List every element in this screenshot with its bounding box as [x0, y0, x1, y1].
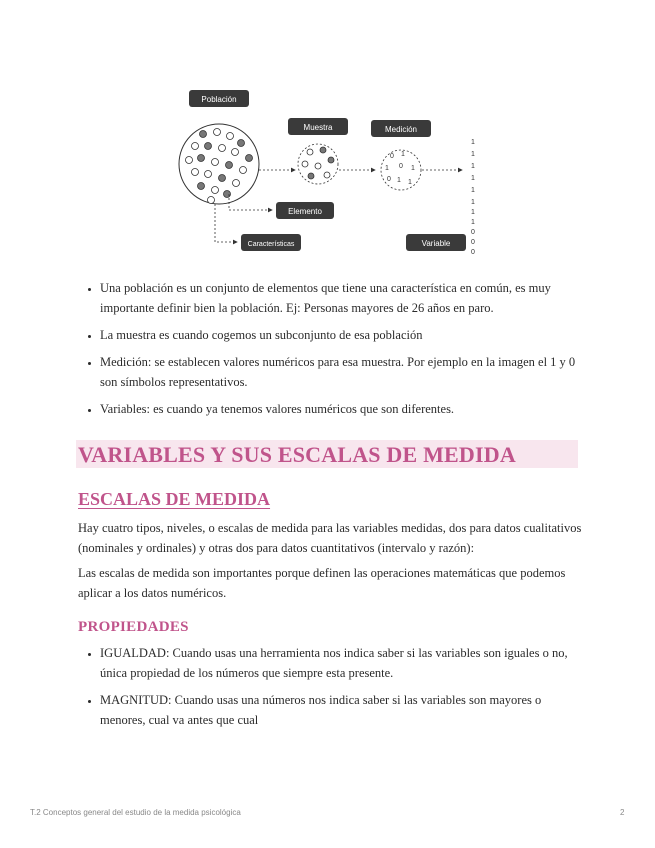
svg-text:0: 0 — [471, 239, 475, 246]
svg-text:1: 1 — [471, 151, 475, 158]
svg-text:1: 1 — [471, 219, 475, 226]
section-title: VARIABLES Y SUS ESCALAS DE MEDIDA — [78, 442, 516, 467]
svg-text:1: 1 — [397, 177, 401, 184]
list-item: • IGUALDAD: Cuando usas una herramienta nos indica saber si las variables son iguales o no, única propiedad de los números que siempre esta presente. — [100, 643, 580, 683]
properties-title: PROPIEDADES — [78, 619, 189, 635]
population-sample-diagram — [175, 86, 480, 258]
label-elemento: Elemento — [288, 207, 322, 216]
svg-text:1: 1 — [471, 175, 475, 182]
list-item: • MAGNITUD: Cuando usas una números nos indica saber si las variables son mayores o menores, cual va antes que cual — [100, 690, 580, 730]
footer-document-title: T.2 Conceptos general del estudio de la medida psicológica — [30, 808, 241, 817]
list-item: • La muestra es cuando cogemos un subconjunto de esa población — [100, 325, 580, 345]
svg-text:0: 0 — [387, 176, 391, 183]
svg-text:0: 0 — [390, 153, 394, 160]
label-muestra: Muestra — [303, 123, 333, 132]
properties-list — [78, 643, 580, 737]
svg-text:0: 0 — [471, 229, 475, 236]
label-variable: Variable — [421, 239, 451, 248]
list-item: • Una población es un conjunto de elementos que tiene una característica en común, es muy importante definir bien la población. Ej: Personas mayores de 26 años en paro. — [100, 278, 580, 318]
svg-text:1: 1 — [411, 165, 415, 172]
sample-elements — [302, 147, 334, 179]
measurement-values — [385, 151, 415, 186]
intro-list — [78, 278, 580, 426]
svg-text:1: 1 — [471, 199, 475, 206]
svg-text:0: 0 — [471, 249, 475, 256]
variable-values-column — [471, 139, 475, 256]
svg-text:1: 1 — [471, 163, 475, 170]
svg-text:1: 1 — [385, 165, 389, 172]
paragraph: Las escalas de medida son importantes porque definen las operaciones matemáticas que podemos aplicar a los datos numéricos. — [78, 566, 566, 600]
paragraph: Hay cuatro tipos, niveles, o escalas de medida para las variables medidas, dos para datos cualitativos (nominales y ordinales) y otras dos para datos cuantitativos (intervalo y razón): — [78, 521, 582, 555]
label-poblacion: Población — [201, 95, 237, 104]
population-circle — [179, 124, 259, 204]
svg-text:1: 1 — [401, 151, 405, 158]
svg-text:0: 0 — [399, 163, 403, 170]
list-item: • Variables: es cuando ya tenemos valores numéricos que son diferentes. — [100, 399, 580, 419]
list-item: • Medición: se establecen valores numéricos para esa muestra. Por ejemplo en la imagen el 1 y 0 son símbolos representativos. — [100, 352, 580, 392]
label-medicion: Medición — [384, 125, 418, 134]
svg-text:1: 1 — [471, 187, 475, 194]
population-elements — [186, 129, 253, 204]
footer-page-number: 2 — [620, 808, 625, 817]
subsection-title: ESCALAS DE MEDIDA — [78, 489, 271, 509]
svg-text:1: 1 — [471, 209, 475, 216]
label-caracteristicas: Características — [247, 241, 295, 248]
svg-text:1: 1 — [408, 179, 412, 186]
svg-text:1: 1 — [471, 139, 475, 146]
